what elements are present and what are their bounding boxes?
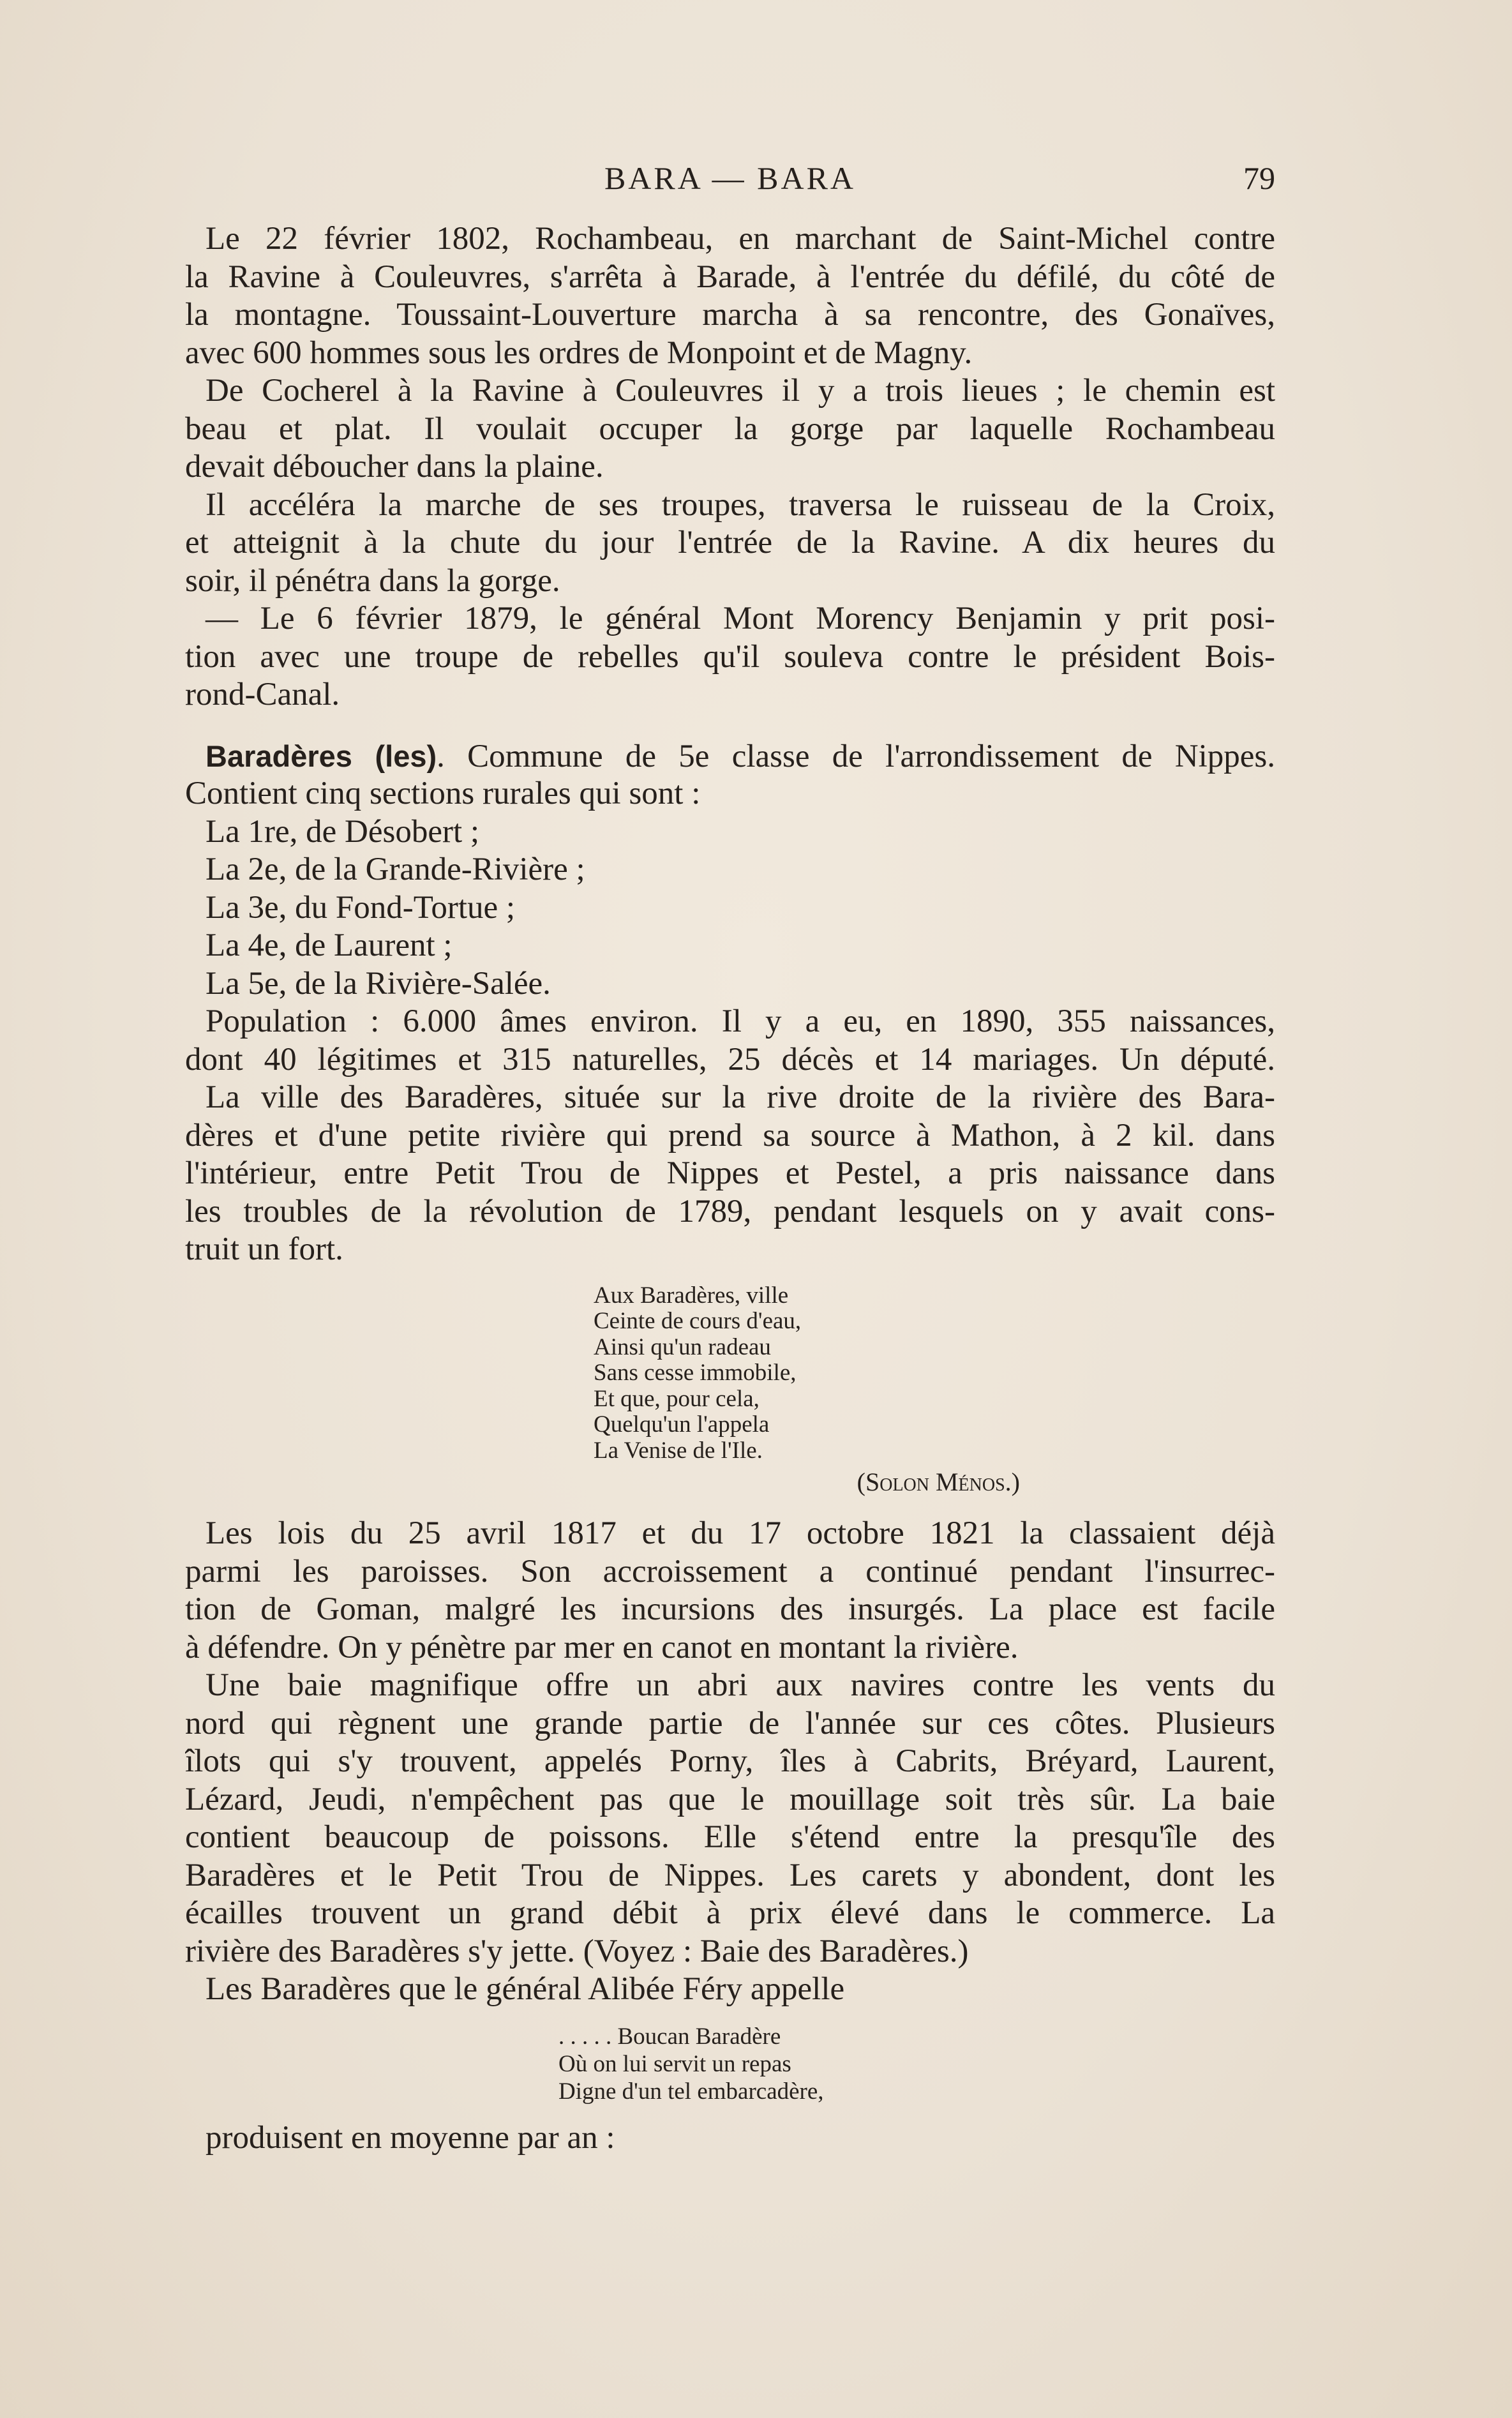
text-line: truit un fort. <box>185 1231 343 1267</box>
entry-baraderes <box>185 775 1275 1269</box>
poem-attribution: (Solon Ménos.) <box>857 1468 1020 1496</box>
running-header <box>185 160 1275 204</box>
poem-alibee-fery <box>185 2023 1275 2105</box>
text-line: Il accéléra la marche de ses troupes, traversa le ruisseau de la Croix, <box>206 486 1275 523</box>
paragraphs-history <box>185 1515 1275 2009</box>
text-line: beau et plat. Il voulait occuper la gorge par laquelle Rochambeau <box>185 410 1275 447</box>
text-line: devait déboucher dans la plaine. <box>185 449 604 484</box>
verse-line: Digne d'un tel embarcadère, <box>558 2078 824 2105</box>
text-line: l'intérieur, entre Petit Trou de Nippes et Pestel, a pris naissance dans <box>185 1155 1275 1191</box>
entry-first-line <box>185 737 1275 776</box>
text-line: Contient cinq sections rurales qui sont : <box>185 776 701 811</box>
text-line: contient beaucoup de poissons. Elle s'étend entre la presqu'île des <box>185 1819 1275 1855</box>
poem-solon-menos <box>185 1283 1275 1464</box>
text-line: rond-Canal. <box>185 677 340 712</box>
text-line: La 1re, de Désobert ; <box>206 813 480 850</box>
text-line: tion avec une troupe de rebelles qu'il souleva contre le président Bois- <box>185 638 1275 675</box>
text-line: La 3e, du Fond-Tortue ; <box>206 889 516 926</box>
text-line: la montagne. Toussaint-Louverture marcha à sa rencontre, des Gonaïves, <box>185 297 1275 333</box>
entry-first-line-rest: . Commune de 5e classe de l'arrondissement de Nippes. <box>437 738 1275 774</box>
text-line: La ville des Baradères, située sur la rive droite de la rivière des Bara- <box>206 1079 1275 1115</box>
text-line: — Le 6 février 1879, le général Mont Morency Benjamin y prit posi- <box>206 601 1275 636</box>
text-line: Une baie magnifique offre un abri aux navires contre les vents du <box>206 1667 1275 1703</box>
text-line: avec 600 hommes sous les ordres de Monpoint et de Magny. <box>185 334 973 371</box>
text-line: écailles trouvent un grand débit à prix élevé dans le commerce. La <box>185 1895 1275 1931</box>
text-line: la Ravine à Couleuvres, s'arrêta à Barade, à l'entrée du défilé, du côté de <box>185 259 1275 295</box>
text-line: et atteignit à la chute du jour l'entrée de la Ravine. A dix heures du <box>185 525 1275 560</box>
text-line: tion de Goman, malgré les incursions des insurgés. La place est facile <box>185 1591 1275 1627</box>
text-line: dont 40 légitimes et 315 naturelles, 25 décès et 14 mariages. Un député. <box>185 1041 1275 1078</box>
verse-line: . . . . . Boucan Baradère <box>558 2023 781 2050</box>
page-number: 79 <box>1243 160 1275 196</box>
paragraphs-rochambeau <box>185 220 1275 714</box>
text-line: Les lois du 25 avril 1817 et du 17 octobre 1821 la classaient déjà <box>206 1515 1275 1551</box>
text-line: rivière des Baradères s'y jette. (Voyez : Baie des Baradères.) <box>185 1933 969 1969</box>
text-line: Lézard, Jeudi, n'empêchent pas que le mouillage soit très sûr. La baie <box>185 1781 1275 1817</box>
verse-line: Sans cesse immobile, <box>594 1360 797 1386</box>
text-line: soir, il pénétra dans la gorge. <box>185 562 560 599</box>
text-line: La 2e, de la Grande-Rivière ; <box>206 852 585 887</box>
running-title: BARA — BARA <box>604 160 857 196</box>
verse-line: Aux Baradères, ville <box>594 1282 789 1309</box>
text-line: nord qui règnent une grande partie de l'année sur ces côtes. Plusieurs <box>185 1705 1275 1741</box>
text-line: Population : 6.000 âmes environ. Il y a eu, en 1890, 355 naissances, <box>206 1003 1275 1039</box>
text-line: les troubles de la révolution de 1789, pendant lesquels on y avait cons- <box>185 1193 1275 1229</box>
text-line: Les Baradères que le général Alibée Féry appelle <box>206 1971 845 2007</box>
verse-line: Où on lui servit un repas <box>558 2050 791 2077</box>
text-line: Le 22 février 1802, Rochambeau, en marchant de Saint-Michel contre <box>206 221 1275 257</box>
verse-line: La Venise de l'Ile. <box>594 1437 763 1464</box>
verse-line: Quelqu'un l'appela <box>594 1411 770 1438</box>
text-line: parmi les paroisses. Son accroissement a continué pendant l'insurrec- <box>185 1553 1275 1589</box>
verse-line: Ceinte de cours d'eau, <box>594 1308 802 1334</box>
verse-line: Et que, pour cela, <box>594 1385 760 1412</box>
closing-line: produisent en moyenne par an : <box>206 2119 615 2156</box>
verse-line: Ainsi qu'un radeau <box>594 1333 771 1360</box>
text-line: De Cocherel à la Ravine à Couleuvres il y a trois lieues ; le chemin est <box>206 373 1275 409</box>
text-line: La 5e, de la Rivière-Salée. <box>206 965 551 1002</box>
text-line: à défendre. On y pénètre par mer en canot en montant la rivière. <box>185 1629 1019 1665</box>
entry-headword: Baradères (les) <box>206 739 437 773</box>
text-line: La 4e, de Laurent ; <box>206 927 453 963</box>
text-line: Baradères et le Petit Trou de Nippes. Les carets y abondent, dont les <box>185 1857 1275 1893</box>
text-line: îlots qui s'y trouvent, appelés Porny, îles à Cabrits, Bréyard, Laurent, <box>185 1743 1275 1779</box>
text-column <box>185 220 1275 2157</box>
text-line: dères et d'une petite rivière qui prend sa source à Mathon, à 2 kil. dans <box>185 1117 1275 1153</box>
